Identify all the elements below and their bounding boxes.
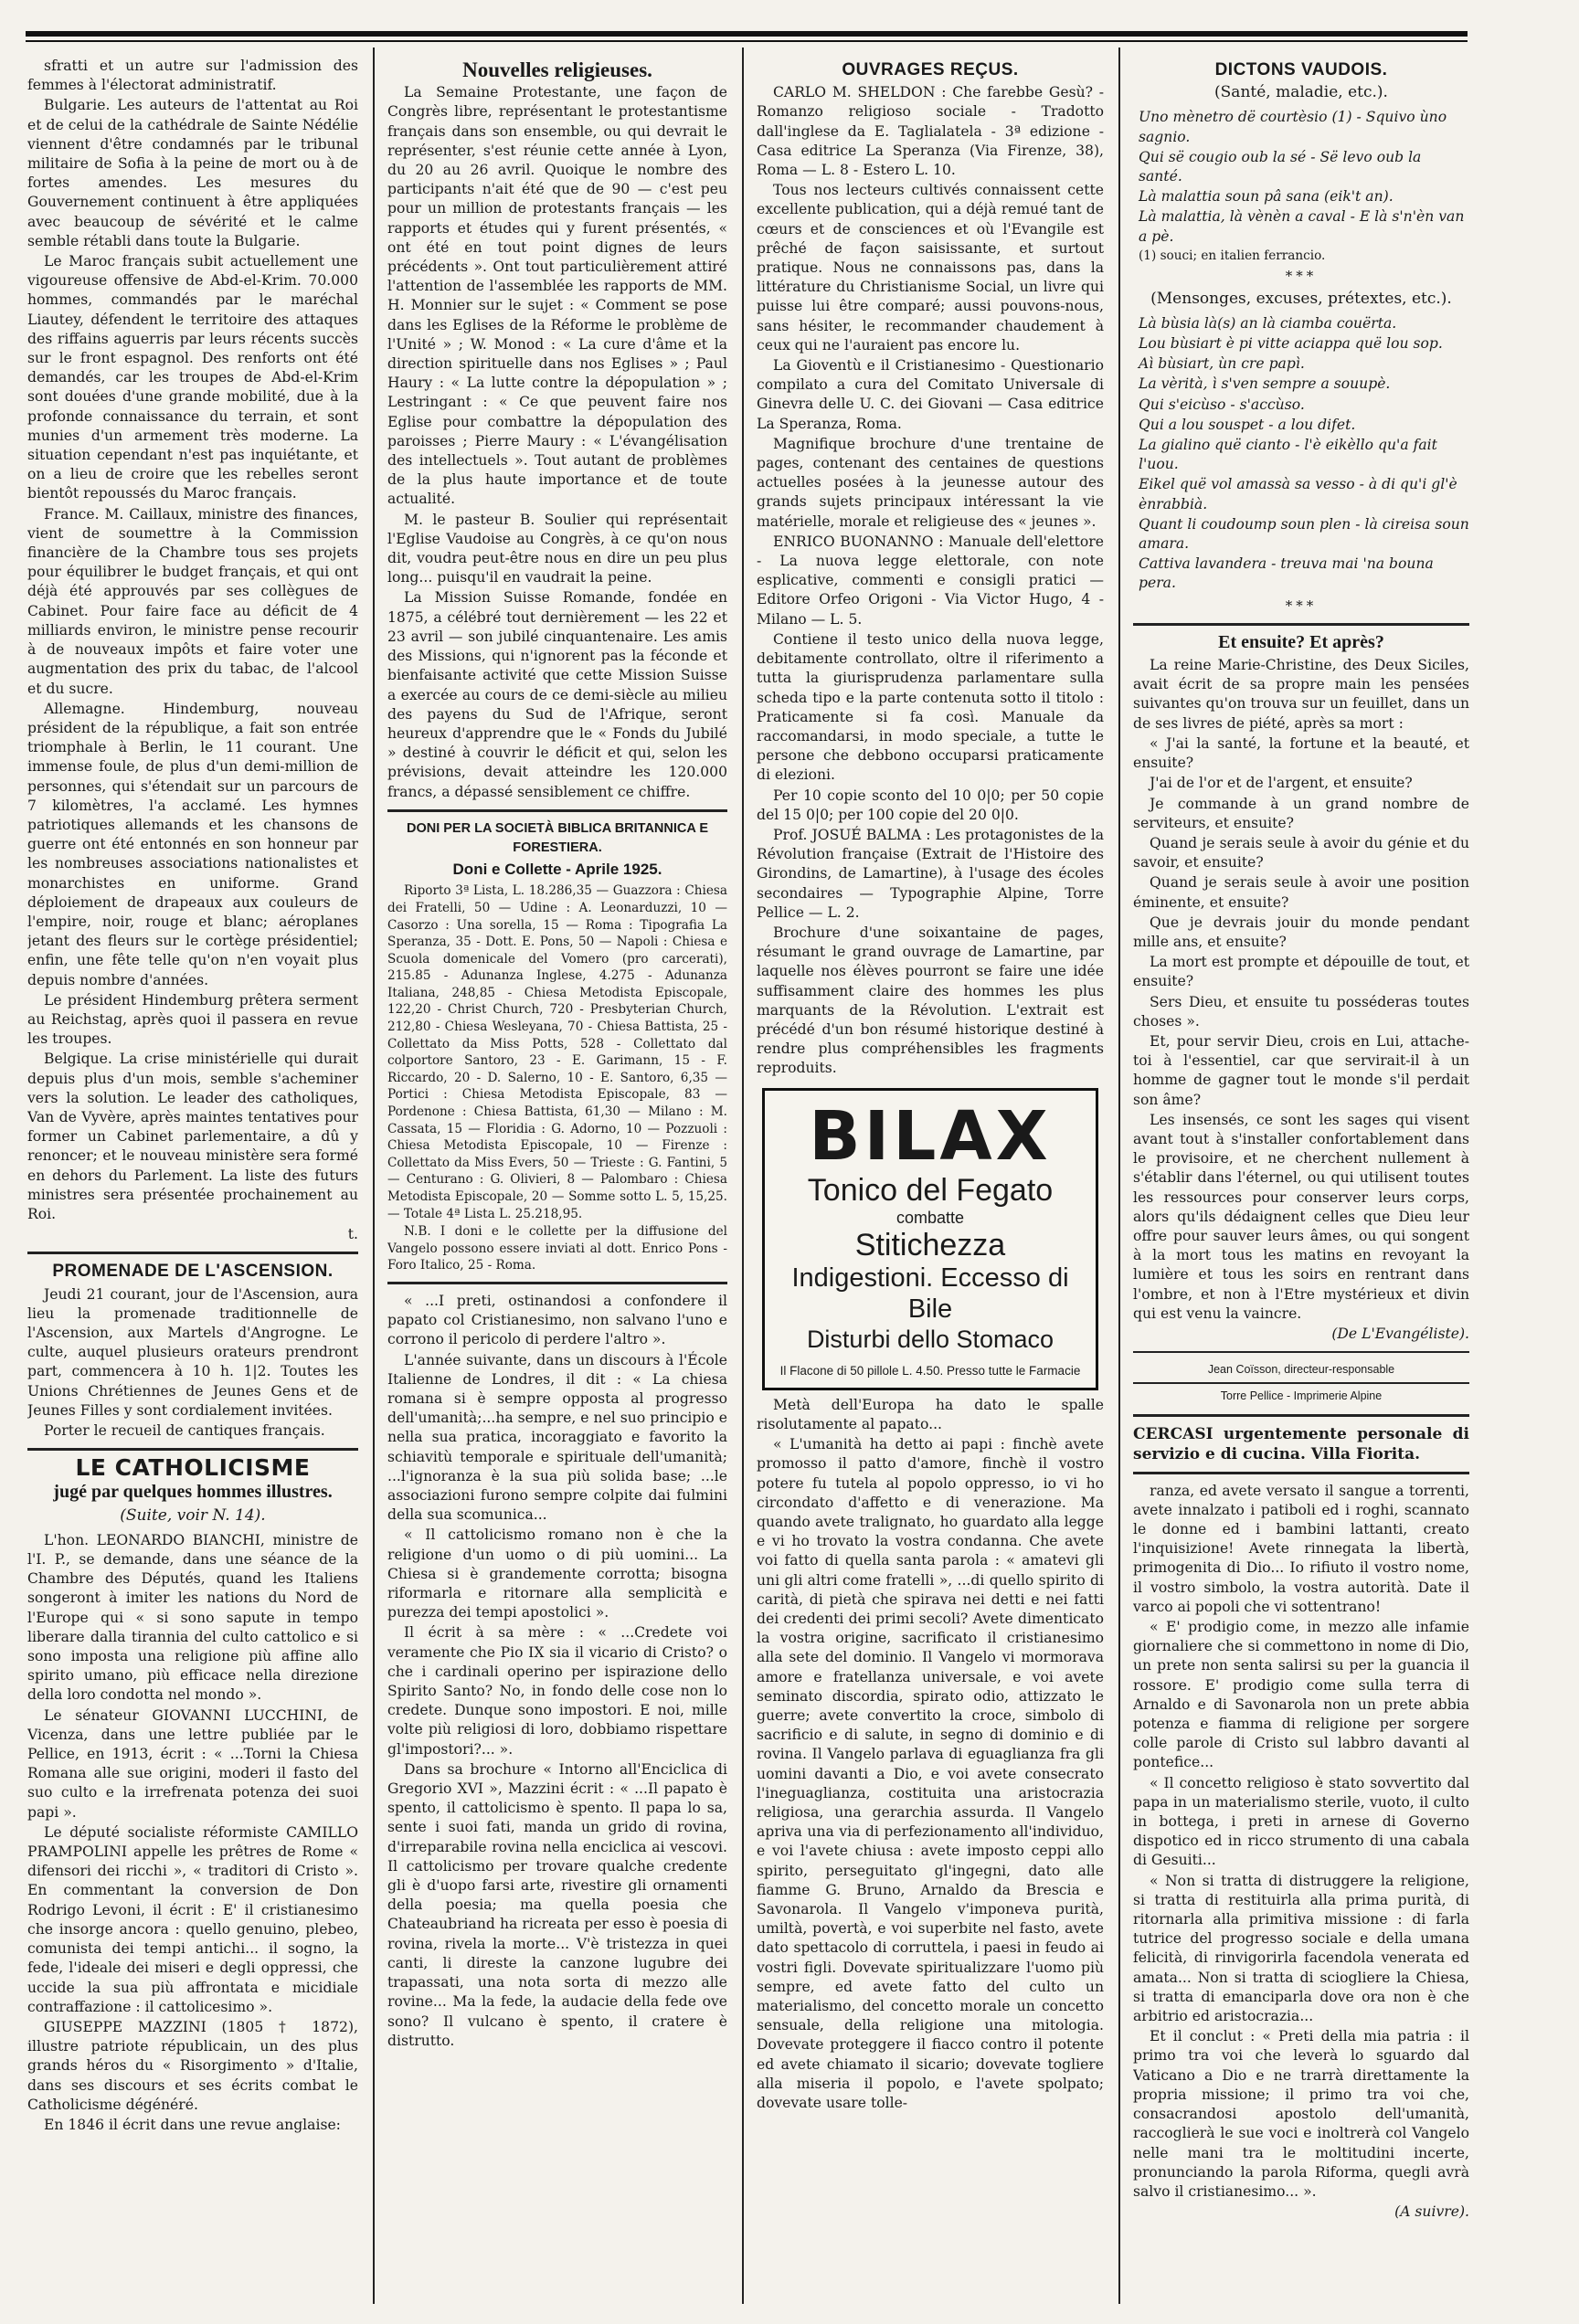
- promenade-title: PROMENADE DE L'ASCENSION.: [52, 1262, 334, 1282]
- paragraph: La mort est prompte et dépouille de tout, et ensuite?: [1133, 954, 1469, 990]
- paragraph: Uno mènetro dë courtèsio (1) - Squivo ùno sagnio.: [1139, 109, 1447, 145]
- divider: [387, 1282, 727, 1284]
- director-line: Jean Coïsson, directeur-responsable: [1207, 1363, 1395, 1377]
- paragraph: Je commande à un grand nombre de serviteurs, et ensuite?: [1133, 795, 1469, 831]
- column-3: [757, 57, 1104, 2114]
- column-2: [387, 57, 727, 2052]
- paragraph: Là malattia, là vènèn a caval - E là s'n'èn van a pè.: [1139, 208, 1465, 245]
- paragraph: Contiene il testo unico della nuova legge, debitamente controllato, oltre il riferimento a tutta la giurisprudenza parlamentare sulla scheda tipo e la parte contenuta sotto il titolo : Praticamente si fa così. Manuale da raccomandarsi, in modo speciale, a tutte le persone che debbono occuparsi praticamente di elezioni.: [757, 630, 1104, 784]
- paragraph: M. le pasteur B. Soulier qui représentait l'Eglise Vaudoise au Congrès, à ce qu'on nous dit, voudra peut-être nous en dire un peu plus long... puisqu'il en vaudrait la peine.: [387, 511, 727, 586]
- paragraph: Sers Dieu, et ensuite tu posséderas toutes choses ».: [1133, 993, 1469, 1030]
- paragraph: Qui s'eicùso - s'accùso.: [1139, 396, 1305, 413]
- paragraph: Et il conclut : « Preti della mia patria : il primo tra voi che leverà lo sguardo dal Vaticano a Dio e ne trarrà direttamente la propria missione; il primo tra voi che, consacrandosi apostolo dell'umanità, raccoglierà le sue voci e inoltrerà col Vangelo nelle mani tra le moltitudini incerte, pronunciando la parola Riforma, quegli avrà salvo il cristianesimo... ».: [1133, 2028, 1469, 2200]
- ad-line: Stitichezza: [854, 1227, 1006, 1262]
- promenade-text: [27, 1285, 358, 1442]
- dictons-list: [1133, 108, 1469, 246]
- paragraph: J'ai de l'or et de l'argent, et ensuite?: [1150, 775, 1413, 792]
- divider: [387, 809, 727, 812]
- paragraph: Allemagne. Hindemburg, nouveau président de la république, a fait son entrée triomphale à Berlin, le 11 courant. Une immense foule, de plus d'un demi-million de personnes, qui s'étendait sur un parcours de 7 kilomètres, l'a acclamé. Les hymnes patriotiques allemands et les chansons de guerre ont été entonnés en son honneur par les nombreuses associations nationalistes et monarchistes en uniforme. Grand déploiement de drapeaux aux couleurs de l'empire, noir, rouge et blanc; aéroplanes jetant des fleurs sur le cortège présidentiel; enfin, une fête telle qu'on n'en voyait plus depuis nombre d'années.: [27, 700, 358, 988]
- paragraph: « L'umanità ha detto ai papi : finchè avete promosso il patto d'amore, finchè il vostro potere fu tutela al popolo oppresso, io vi ho circondato d'affetto e di venerazione. Ma quando avete tralignato, ho guardato alla legge e vi ho trovato la vostra condanna. Che avete voi fatto di quella santa parola : « amatevi gli uni gli altri come fratelli », ...di quello spirito di carità, di pietà che spirava nei detti e nei fatti dei credenti dei primi secoli? Avete dimenticato la vostra origine, sacrificato il cristianesimo alla sete del dominio. Il Vangelo vi mormorava amore e fratellanza universale, e voi avete seminato discordia, spirato odio, attizzato le guerre; avete convertito la croce, simbolo di sacrificio e di salute, in segno di dominio e di rovina. Il Vangelo parlava di eguaglianza fra gli uomini davanti a Dio, e voi avete consecrato l'ineguaglianza, costituita una aristocrazia religiosa, una gerarchia assurda. Il Vangelo apriva una via di perfezionamento all'individuo, e voi l'avete chiusa : avete imposto ceppi allo spirito, perseguitato gl'ingegni, dato alle fiamme G. Bruno, Arnaldo da Brescia e Savonarola. Il Vangelo v'imponeva purità, umiltà, povertà, e voi superbite nel fasto, avete dato spettacolo di corruttela, i paesi in feudo ai vostri figli. Dovevate spiritualizzare l'uomo più sempre, ed avete fatto del culto un materialismo, del concetto morale un concetto sensuale, della religione una mitologia. Dovevate proteggere il fiacco contro il potente ed avete chiamato il sicario; dovevate togliere alla miseria il popolo, e l'avete spolpato; dovevate usare tolle-: [757, 1436, 1104, 2112]
- dictons-subtitle: (Santé, maladie, etc.).: [1214, 83, 1388, 102]
- doni-nb: N.B. I doni e le collette per la diffusione del Vangelo possono essere inviati al dott. Enrico Pons - Foro Italico, 25 - Roma.: [387, 1224, 727, 1273]
- doni-title: DONI PER LA SOCIETÀ BIBLICA BRITANNICA E FORESTIERA.: [406, 820, 708, 855]
- separator: ***: [1285, 268, 1318, 285]
- paragraph: La Gioventù e il Cristianesimo - Questionario compilato a cura del Comitato Universale di Ginevra delle U. C. dei Giovani — Casa editrice La Speranza, Roma.: [757, 357, 1104, 432]
- printer-line: Torre Pellice - Imprimerie Alpine: [1220, 1389, 1383, 1403]
- paragraph: Qui së cougio oub la sé - Së levo oub la santé.: [1139, 148, 1422, 185]
- paragraph: « ...I preti, ostinandosi a confondere il papato col Cristianesimo, non salvano l'uno e corrono il pericolo di perdere l'altro ».: [387, 1292, 727, 1348]
- mazzini-text-end: [1133, 1482, 1469, 2203]
- paragraph: Le député socialiste réformiste CAMILLO PRAMPOLINI appelle les prêtres de Rome « difensori dei ricchi », « traditori di Cristo ». En commentant la conversion de Don Rodrigo Levoni, il écrit : E' il cristianesimo che insorge ancora : quello genuino, plebeo, comunista dei tempi antichi... il sogno, la fede, l'ideale dei miseri e degli oppressi, che uccide la sua più affrontata e micidiale contraffazione : il cattolicesimo ».: [27, 1823, 358, 2015]
- paragraph: Tous nos lecteurs cultivés connaissent cette excellente publication, qui a déjà remué tant de cœurs et de consciences et où l'Evangile est prêché de façon saisissante, et surtout pratique. Nous ne connaissons pas, dans la littérature du Christianisme Social, un livre qui puisse lui être comparé; aussi pouvons-nous, sans hésiter, le recommander chaudement à ceux qui ne l'auraient pas encore lu.: [757, 182, 1104, 354]
- nouvelles-text: [387, 83, 727, 802]
- ad-line: combatte: [895, 1208, 965, 1227]
- divider: [27, 1448, 358, 1451]
- paragraph: Prof. JOSUÉ BALMA : Les protagonistes de la Révolution française (Extrait de l'Histoire des Girondins, de Lamartine), à l'usage des écoles secondaires — Typographie Alpine, Torre Pellice — L. 2.: [757, 826, 1104, 921]
- paragraph: Quant li coudoump soun plen - là cireisa soun amara.: [1139, 515, 1469, 553]
- paragraph: Dans sa brochure « Intorno all'Enciclica di Gregorio XVI », Mazzini écrit : « ...Il papato è spento, il cattolicismo è spento. Il papa lo sa, sente i suoi fati, manda un grido di rovina, d'irreparabile rovina nella enciclica ai vescovi. Il cattolicismo per trovare qualche credente gli è d'uopo farsi arte, rivestire gli ornamenti della poesia; ma quella poesia che Chateaubriand ha ricreata per esso è poesia di rovina, rivela la morte... V'è tristezza in quei canti, li direste la canzone lugubre dei trapassati, una nota sorta di mezzo alle rovine... Ma la fede, la audacie della fede ove sono? Il vulcano è spento, il cratere è distrutto.: [387, 1760, 727, 2049]
- paragraph: L'hon. LEONARDO BIANCHI, ministre de l'I. P., se demande, dans une séance de la Chambre des Députés, quand les Italiens songeront à imiter les nations du Nord de l'Europe qui « si sono sapute in tempo liberare dalla tirannia del culto cattolico e si sono imposta una religione più affine allo spirito umano, più efficace nella direzione della loro condotta nel mondo ».: [27, 1531, 358, 1704]
- masthead-rule-thin: [26, 40, 1468, 42]
- paragraph: Magnifique brochure d'une trentaine de pages, contenant des centaines de questions actuelles posées à la jeunesse autour des grands sujets principaux intéressant la vie matérielle, morale et religieuse des « jeunes ».: [757, 435, 1104, 530]
- ensuite-title: Et ensuite? Et après?: [1218, 631, 1384, 652]
- paragraph: Là bùsia là(s) an là ciamba couërta.: [1139, 314, 1397, 332]
- paragraph: Eikel quë vol amassà sa vesso - à di qu'i gl'è ènrabbià.: [1139, 476, 1457, 512]
- paragraph: Jeudi 21 courant, jour de l'Ascension, aura lieu la promenade traditionnelle de l'Ascension, aux Martels d'Angrogne. Le culte, auquel plusieurs orateurs prendront part, commencera à 10 h. 1|2. Toutes les Unions Chrétiennes de Jeunes Gens et de Jeunes Filles y sont cordialement invitées.: [27, 1285, 358, 1419]
- ouvrages-text: [757, 83, 1104, 1078]
- ad-brand: BILAX: [809, 1096, 1052, 1176]
- dictons-title: DICTONS VAUDOIS.: [1214, 60, 1388, 79]
- paragraph: « Non si tratta di distruggere la religione, si tratta di restituirla alla prima purità, di ritornarla alla primitiva missione : di farla tutrice del progresso sociale e della umana felicità, di rinvigorirla facendola venerata ed amata... Non si tratta di sciogliere la Chiesa, si tratta di emanciparla dove ora non è che arbitrio ed aristocrazia...: [1133, 1872, 1469, 2025]
- news-continuation: [27, 57, 358, 1224]
- catholicisme-title: LE CATHOLICISME: [75, 1454, 311, 1482]
- doni-subtitle: Doni e Collette - Aprile 1925.: [452, 861, 662, 879]
- catholicisme-note: (Suite, voir N. 14).: [120, 1505, 266, 1525]
- a-suivre: (A suivre).: [1394, 2203, 1469, 2221]
- dictons-subtitle: (Mensonges, excuses, prétextes, etc.).: [1150, 289, 1452, 308]
- paragraph: GIUSEPPE MAZZINI (1805 † 1872), illustre patriote républicain, un des plus grands héros du « Risorgimento » d'Italie, dans ses discours et ses écrits combat le Catholicisme dégénéré.: [27, 2018, 358, 2113]
- dictons-note: (1) souci; en italien ferrancio.: [1139, 248, 1326, 263]
- paragraph: Cattiva lavandera - treuva mai 'na bouna pera.: [1139, 555, 1434, 592]
- divider: [1133, 1351, 1469, 1353]
- paragraph: « E' prodigio come, in mezzo alle infamie giornaliere che si commettono in nome di Dio, un prete non senta salirsi su per la guancia il rossore. E' prodigio come sulla terra di Arnaldo e di Savonarola non un prete abbia potenza e fiamma di religione per sorgere colle parole di Cristo sul labbro davanti al pontefice...: [1133, 1619, 1469, 1771]
- divider: [1133, 1414, 1469, 1417]
- paragraph: sfratti et un autre sur l'admission des femmes à l'électorat administratif.: [27, 58, 358, 94]
- paragraph: Là malattia soun pâ sana (eik't an).: [1139, 188, 1394, 206]
- column-rule: [373, 48, 375, 2304]
- paragraph: La reine Marie-Christine, des Deux Siciles, avait écrit de sa propre main les pensées suivantes qu'on trouva sur un feuillet, dans un de ses livres de piété, après sa mort :: [1133, 657, 1469, 732]
- ad-line: Disturbi dello Stomaco: [806, 1325, 1054, 1353]
- paragraph: L'année suivante, dans un discours à l'École Italienne de Londres, il dit : « La chiesa romana si è sempre opposta al progresso dell'umanità;...ha sempre, e nel suo principio e nella sua pratica, incoraggiato e favorito la schiavitù temporale e spirituale dell'umanità; ...l'ignoranza è la sua più solida base; ...le associazioni furono sempre colpite dai fulmini della sua scomunica...: [387, 1351, 727, 1524]
- paragraph: Porter le recueil de cantiques français.: [44, 1422, 325, 1440]
- mazzini-text-cont: [757, 1396, 1104, 2114]
- paragraph: Les insensés, ce sont les sages qui visent avant tout à s'installer confortablement dans le provisoire, et ne cherchent nullement à s'établir dans l'éternel, ou qui utilisent toutes les ressources pour conserver leurs corps, alors qu'ils dédaignent celles que Dieu leur offre pour sauver leurs âmes, ou qui songent à la mort tous les matins en revoyant la lumière et tous les soirs en rentrant dans l'ombre, et non à l'Etre mystérieux et divin qui est venu la vaincre.: [1133, 1111, 1469, 1322]
- signature: t.: [347, 1226, 358, 1243]
- paragraph: Le Maroc français subit actuellement une vigoureuse offensive de Abd-el-Krim. 70.000 hommes, commandés par le maréchal Liautey, défendent le territoire des attaques des riffains aguerris par leurs récents succès sur le front espagnol. Des renforts ont été demandés, car les troupes de Abd-el-Krim sont douées d'une grande mobilité, due à la profonde connaissance du terrain, et sont munies d'un armement très moderne. La situation cependant n'est pas inquiétante, et on a lieu de croire que les rebelles seront bientôt repoussés du Maroc français.: [27, 253, 358, 502]
- bilax-advertisement: [762, 1088, 1098, 1390]
- paragraph: Aì bùsiart, ùn cre papì.: [1139, 355, 1305, 373]
- paragraph: Bulgarie. Les auteurs de l'attentat au Roi et de celui de la cathédrale de Sainte Nédélie viennent d'être condamnés par le tribunal militaire de Sofia à la peine de mort ou à de fortes amendes. Les mesures du Gouvernement continuent à être appliquées avec beaucoup de sévérité et le calme semble rétabli dans toute la Bulgarie.: [27, 97, 358, 249]
- ad-line: Tonico del Fegato: [807, 1172, 1054, 1208]
- divider: [27, 1252, 358, 1254]
- paragraph: La Semaine Protestante, une façon de Congrès libre, représentant le protestantisme français dans son ensemble, ou qui devrait le représenter, s'est réunie cette année à Lyon, du 20 au 26 avril. Quoique le nombre des participants n'ait été que de 90 — c'est peu pour un million de protestants français — les rapports et études qui y furent présentés, « ont été en tout point dignes de leurs précédents ». Ont tout particulièrement attiré l'attention de l'assemblée les rapports de MM. H. Monnier sur le sujet : « Comment se pose dans les Eglises de la Réforme le problème de l'Unité » ; W. Monod : « La cure d'âme et la direction spirituelle dans nos Eglises » ; Paul Haury : « La lutte contre la dépopulation » ; Lestringant : « Ce que peuvent faire nos Eglise pour combattre la dépopulation des paroisses ; Pierre Maury : « L'évangélisation des intellectuels ». Tout autant de problèmes de la plus haute importance et de toute actualité.: [387, 84, 727, 508]
- ensuite-text: [1133, 656, 1469, 1324]
- paragraph: Que je devrais jouir du monde pendant mille ans, et ensuite?: [1133, 914, 1469, 950]
- paragraph: Et, pour servir Dieu, crois en Lui, attache-toi à l'essentiel, car que servirait-il à un homme de gagner tout le monde s'il perdait son âme?: [1133, 1032, 1469, 1108]
- mazzini-text: [387, 1292, 727, 2051]
- cercasi-ad: CERCASI urgentemente personale di servizio e di cucina. Villa Fiorita.: [1133, 1424, 1469, 1463]
- divider: [1133, 1472, 1469, 1474]
- ad-footer: Il Flacone di 50 pillole L. 4.50. Presso tutte le Farmacie: [779, 1363, 1081, 1378]
- paragraph: Per 10 copie sconto del 10 0|0; per 50 copie del 15 0|0; per 100 copie del 20 0|0.: [757, 787, 1104, 823]
- paragraph: Brochure d'une soixantaine de pages, résumant le grand ouvrage de Lamartine, par laquelle nos élèves pourront se faire une idée suffisamment claire des hommes les plus marquants de la Révolution. L'extrait est précédé d'un bon résumé historique destiné à rendre plus compréhensibles les fragments reproduits.: [757, 924, 1104, 1077]
- paragraph: Quand je serais seule à avoir une position éminente, et ensuite?: [1133, 874, 1469, 911]
- column-4: [1133, 57, 1469, 2222]
- column-rule: [1118, 48, 1120, 2304]
- paragraph: La gialino quë cianto - l'è eikèllo qu'a fait l'uou.: [1139, 437, 1437, 473]
- paragraph: La vèrità, ì s'ven sempre a souupè.: [1139, 375, 1391, 393]
- paragraph: La Mission Suisse Romande, fondée en 1875, a célébré tout dernièrement — les 22 et 23 avril — son jubilé cinquantenaire. Les amis des Missions, qui n'ignorent pas la féconde et bienfaisante activité que cette Mission Suisse a exercée au cours de ce demi-siècle au milieu des payens du Sud de l'Afrique, seront heureux d'apprendre que le « Fonds du Jubilé » destiné à couvrir le déficit et qui, selon les prévisions, devait atteindre les 120.000 francs, a dépassé sensiblement ce chiffre.: [387, 589, 727, 800]
- divider: [1133, 623, 1469, 626]
- masthead-rule: [26, 31, 1468, 37]
- paragraph: « Il concetto religioso è stato sovvertito dal papa in un materialismo sterile, vuoto, il culto in bottega, i preti in arnese di Governo dispotico ed in ricco strumento di una cabala di Gesuiti...: [1133, 1774, 1469, 1869]
- paragraph: ranza, ed avete versato il sangue a torrenti, avete innalzato i patiboli ed i roghi, scannato le donne ed i bambini lattanti, creato l'inquisizione! Avete rinnegata la libertà, primogenita di Dio... Io rifiuto il vostro nome, il vostro simbolo, la vostra autorità. Date il varco ai popoli che vi sottentrano!: [1133, 1482, 1469, 1615]
- paragraph: France. M. Caillaux, ministre des finances, vient de soumettre à la Commission financière de la Chambre tous ses projets pour équilibrer le budget français, et qui ont déjà été approuvés par ses collègues de Cabinet. Pour faire face au déficit de 4 milliards environ, le ministre pense recourir à de nouveaux impôts et faire voter une augmentation des prix du tabac, de l'alcool et du sucre.: [27, 505, 358, 697]
- catholicisme-subtitle: jugé par quelques hommes illustres.: [53, 1482, 333, 1503]
- paragraph: ENRICO BUONANNO : Manuale dell'elettore - La nuova legge elettorale, con note esplicative, commenti e consigli pratici — Editore Orfeo Origoni - Via Victor Hugo, 4 - Milano — L. 5.: [757, 533, 1104, 628]
- paragraph: Metà dell'Europa ha dato le spalle risolutamente al papato...: [757, 1396, 1104, 1432]
- paragraph: « J'ai la santé, la fortune et la beauté, et ensuite?: [1133, 734, 1469, 772]
- column-1: [27, 57, 358, 2136]
- paragraph: Il écrit à sa mère : « ...Credete voi veramente che Pio IX sia il vicario di Cristo? o che i cardinali operino per ispirazione dello Spirito Santo? No, in fondo delle cose non lo credete. Dunque sono impostori. E noi, mille volte più religiosi di loro, dobbiamo rispettare gl'impostori?... ».: [387, 1624, 727, 1758]
- paragraph: Qui a lou souspet - a lou difet.: [1139, 416, 1356, 433]
- paragraph: Quand je serais seule à avoir du génie et du savoir, et ensuite?: [1133, 834, 1469, 872]
- paragraph: Le sénateur GIOVANNI LUCCHINI, de Vicenza, dans une lettre publiée par le Pellice, en 1913, écrit : « ...Torni la Chiesa Romana alle sue origini, moderi il fasto del suo culto e la irrefrenata potenza dei suoi papi ».: [27, 1706, 358, 1821]
- column-rule: [742, 48, 744, 2304]
- ad-line: Indigestioni. Eccesso di Bile: [791, 1262, 1069, 1324]
- separator: ***: [1285, 597, 1318, 614]
- dictons-list: [1133, 314, 1469, 594]
- paragraph: Belgique. La crise ministérielle qui durait depuis plus d'un mois, semble s'acheminer vers la solution. Le leader des catholiques, Van de Vyvère, après maintes tentatives pour former un Cabinet parlementaire, a dû y renoncer; et le nouveau ministère sera formé en dehors du Parlement. La liste des futurs ministres sera présentée prochainement au Roi.: [27, 1051, 358, 1222]
- ensuite-source: (De L'Evangéliste).: [1331, 1325, 1469, 1342]
- paragraph: Le président Hindemburg prêtera serment au Reichstag, après quoi il passera en revue les troupes.: [27, 991, 358, 1048]
- catholicisme-text: [27, 1531, 358, 2135]
- divider: [1133, 1382, 1469, 1384]
- doni-list: Riporto 3ª Lista, L. 18.286,35 — Guazzora : Chiesa dei Fratelli, 50 — Udine : A. Leonarduzzi, 10 — Casorzo : Una sorella, 15 — Roma : Tipografia La Speranza, 35 - Dott. E. Pons, 50 — Napoli : Chiesa e Scuola domenicale del Vomero (pro carcerati), 215.85 - Adunanza Inglese, 4.275 - Adunanza Italiana, 248,85 - Chiesa Metodista Episcopale, 122,20 - Christ Church, 720 - Presbyterian Church, 212,80 - Chiesa Wesleyana, 70 - Chiesa Battista, 25 - Collettato da Miss Potts, 528 - Collettato dal colportore Santoro, 23 - E. Garimann, 15 - F. Riccardo, 20 - D. Salerno, 10 - E. Santoro, 6,35 — Portici : Chiesa Metodista Episcopale, 83 — Pordenone : Chiesa Battista, 61,30 — Milano : M. Cassata, 15 — Floridia : G. Adorno, 10 — Pozzuoli : Chiesa Metodista Episcopale, 10 — Firenze : Collettato da Miss Evers, 50 — Trieste : G. Fantini, 5 — Centurano : G. Olivieri, 8 — Palombaro : Chiesa Metodista Episcopale, 20 — Somme sotto L. 5, 15,25. — Totale 4ª Lista L. 25.218,95.: [387, 883, 727, 1221]
- paragraph: En 1846 il écrit dans une revue anglaise:: [44, 2116, 341, 2133]
- paragraph: Lou bùsiart è pi vitte aciappa quë lou sop.: [1139, 335, 1443, 353]
- nouvelles-title: Nouvelles religieuses.: [462, 58, 652, 81]
- paragraph: « Il cattolicismo romano non è che la religione d'un uomo o di più uomini... La Chiesa si è grandemente corrotta; bisogna riformarla e ritornare alla semplicità e purezza dei tempi apostolici ».: [387, 1526, 727, 1622]
- paragraph: CARLO M. SHELDON : Che farebbe Gesù? - Romanzo religioso sociale - Tradotto dall'inglese da E. Taglialatela - 3ª edizione - Casa editrice La Speranza (Via Firenze, 38), Roma — L. 8 - Estero L. 10.: [757, 84, 1104, 179]
- ouvrages-title: OUVRAGES REÇUS.: [842, 60, 1019, 79]
